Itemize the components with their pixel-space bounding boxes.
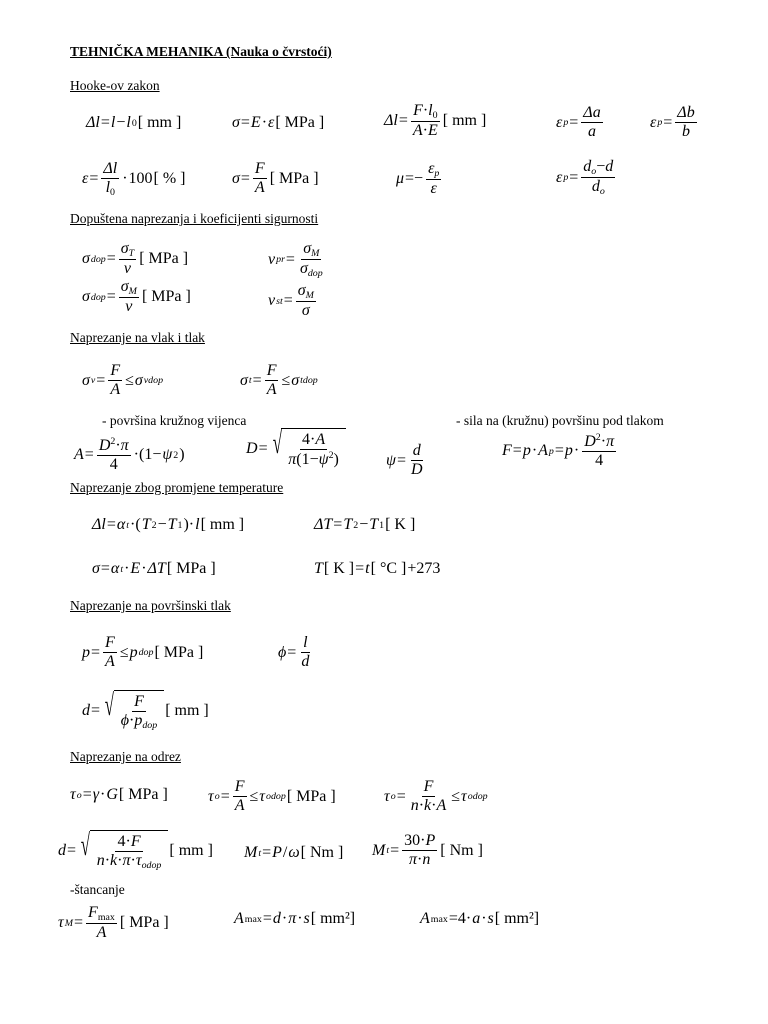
formula-diameter-surface: d = √ F $\phi\cdot p_{dop}$ [ mm ]	[82, 688, 209, 732]
formula-safety-factor-st: ν st = $\frac{\sigma_M}{\sigma}$	[268, 282, 314, 320]
formula-torque-rpm: M t = $\frac{30\cdot P}{\pi\cdot n}$ [ Nm ]	[372, 832, 483, 869]
formula-strain-percent: ε = $\frac{\Delta l}{l_0}$ · 100 [ % ]	[82, 160, 186, 199]
formula-torque-power: M t = P / ω [ Nm ]	[244, 844, 344, 861]
formula-shear-stress: τ o = $\frac{F}{A}$ ≤ τ odop [ MPa ]	[208, 778, 336, 815]
heading-surface-pressure: Naprezanje na površinski tlak	[70, 598, 231, 613]
formula-punching-stress: τ M = $F_{max}$ A [ MPa ]	[58, 904, 169, 942]
formula-poisson: μ =− $\frac{\varepsilon_p}{\varepsilon}$	[396, 160, 440, 198]
formula-kelvin-conversion: T [ K ] = t [ °C ] +273	[314, 560, 441, 577]
heading-tension-compression: Naprezanje na vlak i tlak	[70, 330, 205, 345]
formula-diameter-from-area: D = √ 4·A $\pi(1-\psi^2)$	[246, 428, 346, 470]
formula-length-ratio: ϕ = $\frac{l}{d}$	[278, 634, 310, 671]
note-punching: -štancanje	[70, 882, 125, 897]
heading-temperature: Naprezanje zbog promjene temperature	[70, 480, 284, 495]
formula-elongation: Δl = l − l 0 [ mm ]	[86, 114, 182, 131]
formula-strain-b: ε p = $\frac{\Delta b}{b}$	[650, 104, 695, 141]
formula-temperature-difference: ΔT = T 2 − T 1 [ K ]	[314, 516, 416, 533]
formula-tension: σ v = $\frac{F}{A}$ ≤ σ vdop	[82, 362, 164, 399]
document-title: TEHNIČKA MEHANIKA (Nauka o čvrstoći)	[70, 44, 332, 59]
heading-hooke: Hooke-ov zakon	[70, 78, 160, 93]
formula-shear-hooke: τ o = γ · G [ MPa ]	[70, 786, 168, 803]
formula-annulus-area: A = $\frac{D^2\cdot\pi}{4}$ ·(1− ψ 2 )	[74, 436, 185, 474]
formula-thermal-elongation: Δl = α t ·( T 2 − T 1 )· l [ mm ]	[92, 516, 245, 533]
formula-stress-area: σ = $\frac{F}{A}$ [ MPa ]	[232, 160, 319, 197]
formula-shear-multiple: τ o = $\frac{F}{n\cdot k\cdot A}$ ≤ τ odop	[384, 778, 488, 815]
formula-elongation-force: Δl = $\frac{F\cdot l_0}{A\cdot E}$ [ mm ]	[384, 102, 487, 140]
formula-hooke-stress: σ = E · ε [ MPa ]	[232, 114, 325, 131]
heading-shear: Naprezanje na odrez	[70, 749, 181, 764]
formula-surface-pressure: p = $\frac{F}{A}$ ≤ p dop [ MPa ]	[82, 634, 204, 671]
formula-punch-area-round: A max = d · π · s [ mm²]	[234, 910, 356, 927]
formula-allowable-yield: σ dop = $\frac{\sigma_T}{\nu}$ [ MPa ]	[82, 240, 189, 278]
formula-compression: σ t = $\frac{F}{A}$ ≤ σ tdop	[240, 362, 318, 399]
formula-diameter-ratio: ψ = $\frac{d}{D}$	[386, 442, 423, 479]
formula-thermal-stress: σ = α t · E · ΔT [ MPa ]	[92, 560, 216, 577]
formula-allowable-tensile: σ dop = $\frac{\sigma_M}{\nu}$ [ MPa ]	[82, 278, 191, 316]
heading-allowable-stress: Dopuštena naprezanja i koeficijenti sigurnosti	[70, 211, 319, 226]
formula-punch-area-square: A max =4· a · s [ mm²]	[420, 910, 540, 927]
note-annulus-area: - površina kružnog vijenca	[102, 413, 247, 428]
formula-strain-diameter: ε p = $\frac{d_o-d}{d_o}$	[556, 158, 614, 198]
formula-strain-a: ε p = $\frac{\Delta a}{a}$	[556, 104, 601, 141]
formula-safety-factor-pr: ν pr = $\sigma_M$ $\sigma_{dop}$	[268, 240, 323, 280]
note-pressure-force: - sila na (kružnu) površinu pod tlakom	[456, 413, 664, 428]
formula-pin-diameter: d = √ 4·F $n\cdot k\cdot\pi\cdot\tau_{odop}$ [ mm ]	[58, 828, 213, 872]
formula-pressure-force: F = p · A p = p · $D^2\cdot\pi$ 4	[502, 432, 615, 470]
